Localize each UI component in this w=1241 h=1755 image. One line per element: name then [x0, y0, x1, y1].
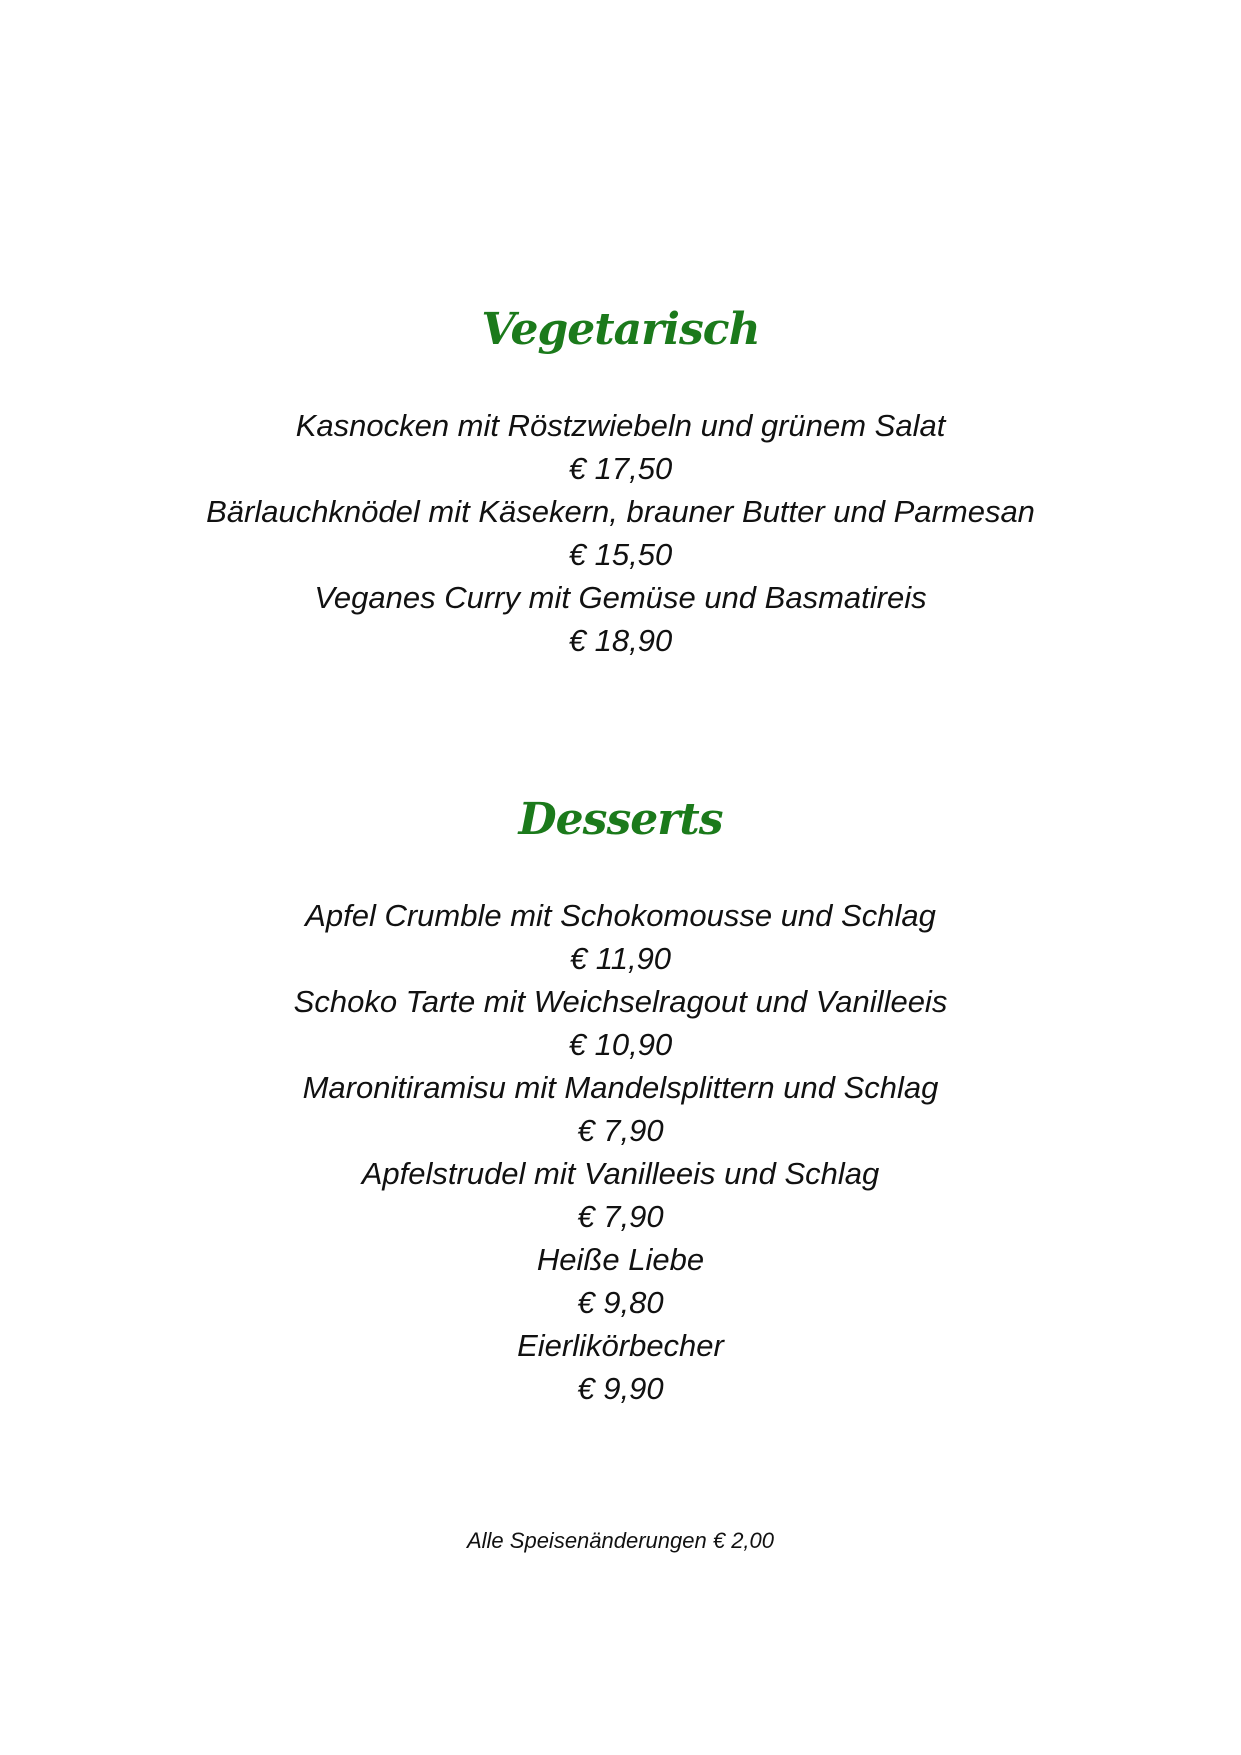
menu-item	[0, 1152, 1241, 1238]
section-vegetarisch	[0, 300, 1241, 662]
menu-item-name: Schoko Tarte mit Weichselragout und Vanilleeis	[293, 984, 948, 1019]
menu-item-list	[0, 404, 1241, 662]
menu-item	[0, 894, 1241, 980]
menu-item-price: € 7,90	[577, 1199, 664, 1234]
menu-item-name: Apfel Crumble mit Schokomousse und Schlag	[305, 898, 936, 933]
menu-item	[0, 1238, 1241, 1324]
menu-item-price: € 9,90	[577, 1371, 664, 1406]
section-desserts	[0, 790, 1241, 1410]
menu-item	[0, 1066, 1241, 1152]
menu-item-name: Eierlikörbecher	[517, 1328, 724, 1363]
menu-item-name: Kasnocken mit Röstzwiebeln und grünem Salat	[295, 408, 946, 443]
menu-item-name: Maronitiramisu mit Mandelsplittern und Schlag	[302, 1070, 939, 1105]
menu-item	[0, 404, 1241, 490]
section-title: Vegetarisch	[481, 304, 760, 355]
menu-item-list	[0, 894, 1241, 1410]
menu-item-price: € 7,90	[577, 1113, 664, 1148]
menu-item-price: € 10,90	[568, 1027, 673, 1062]
menu-item-price: € 15,50	[568, 537, 673, 572]
menu-item-price: € 11,90	[569, 941, 672, 976]
menu-item-price: € 18,90	[568, 623, 673, 658]
menu-item	[0, 576, 1241, 662]
menu-item-name: Apfelstrudel mit Vanilleeis und Schlag	[361, 1156, 880, 1191]
menu-item-price: € 17,50	[568, 451, 673, 486]
menu-item-name: Heiße Liebe	[536, 1242, 705, 1277]
menu-item-name: Bärlauchknödel mit Käsekern, brauner Butter und Parmesan	[206, 494, 1035, 529]
menu-item-name: Veganes Curry mit Gemüse und Basmatireis	[314, 580, 927, 615]
menu-item-price: € 9,80	[577, 1285, 664, 1320]
menu-item	[0, 1324, 1241, 1410]
menu-item	[0, 490, 1241, 576]
menu-item	[0, 980, 1241, 1066]
section-title: Desserts	[518, 794, 723, 845]
footer-note: Alle Speisenänderungen € 2,00	[466, 1528, 775, 1553]
